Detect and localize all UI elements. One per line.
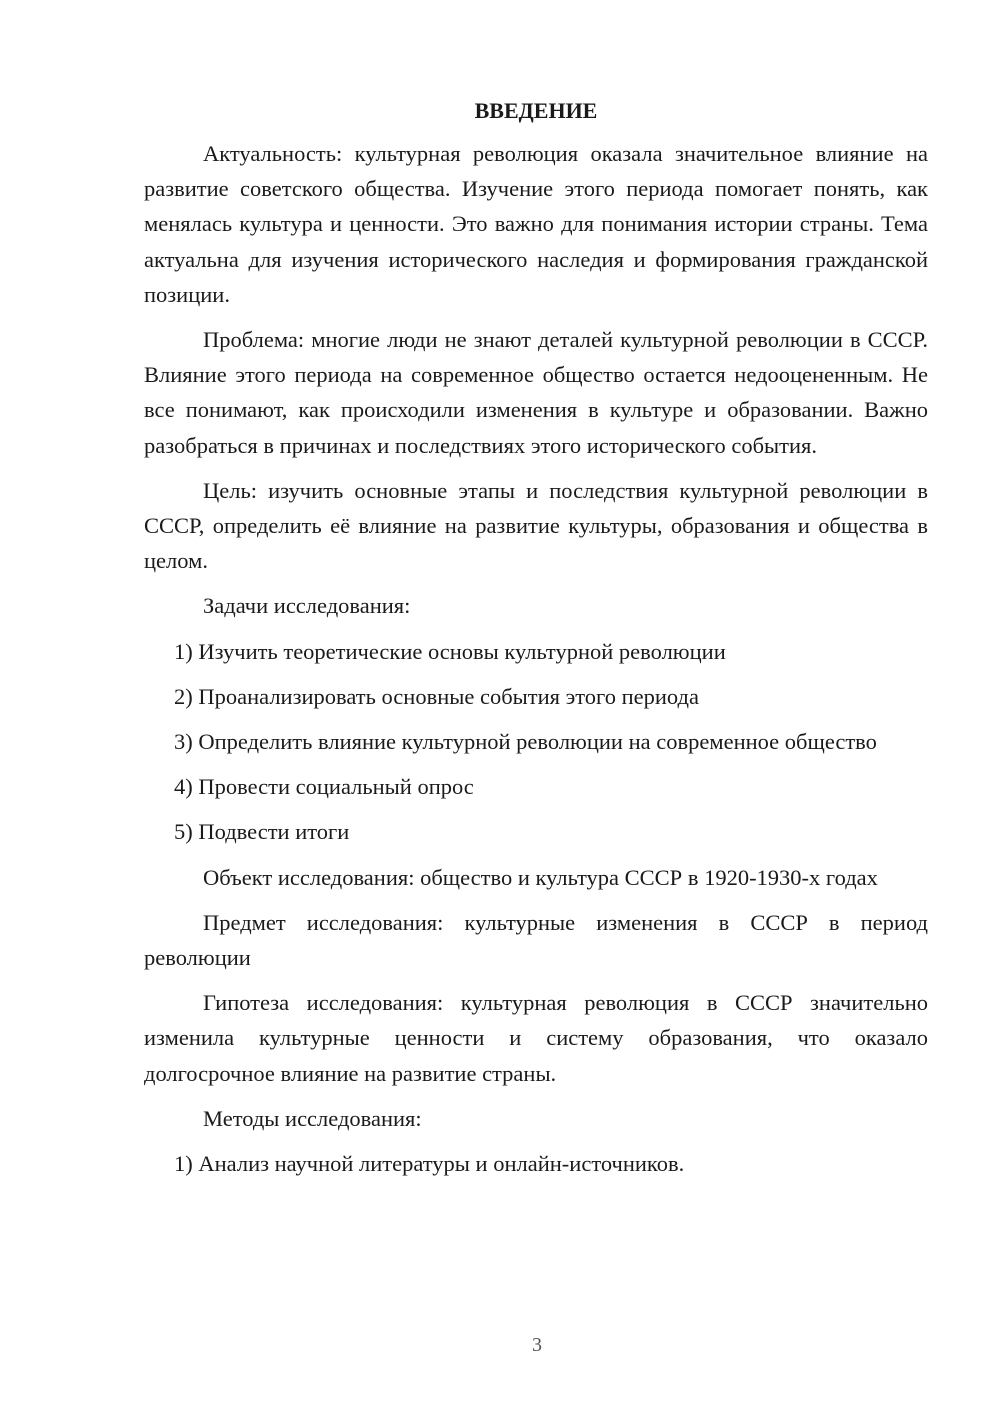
task-item: 1) Изучить теоретические основы культурной революции: [174, 638, 726, 664]
object-paragraph: Объект исследования: общество и культура СССР в 1920-1930-х годах: [203, 864, 878, 890]
relevance-paragraph: Актуальность: культурная революция оказала значительное влияние на развитие советского общества. Изучение этого периода помогает понять, как менялась культура и ценности. Это важно для понимания истории страны. Тема актуальна для изучения исторического наследия и формирования гражданской позиции.: [144, 141, 928, 307]
task-item: 2) Проанализировать основные события этого периода: [174, 683, 699, 709]
task-item: 5) Подвести итоги: [174, 819, 350, 845]
section-title: ВВЕДЕНИЕ: [474, 98, 598, 123]
task-item: 3) Определить влияние культурной революции на современное общество: [174, 729, 877, 755]
methods-heading: Методы исследования:: [203, 1105, 422, 1131]
task-item: 4) Провести социальный опрос: [174, 774, 474, 800]
hypothesis-paragraph: Гипотеза исследования: культурная революция в СССР значительно изменила культурные ценности и систему образования, что оказало долгосрочное влияние на развитие страны.: [144, 990, 928, 1086]
problem-paragraph: Проблема: многие люди не знают деталей культурной революции в СССР. Влияние этого периода на современное общество остается недооцененным. Не все понимают, как происходили изменения в культуре и образовании. Важно разобраться в причинах и последствиях этого исторического события.: [144, 327, 928, 458]
method-item: 1) Анализ научной литературы и онлайн-источников.: [174, 1151, 685, 1177]
tasks-heading: Задачи исследования:: [203, 593, 411, 619]
page-content: [144, 96, 928, 1191]
page-number: 3: [532, 1334, 542, 1356]
subject-paragraph: Предмет исследования: культурные изменения в СССР в период революции: [144, 909, 928, 971]
goal-paragraph: Цель: изучить основные этапы и последствия культурной революции в СССР, определить её влияние на развитие культуры, образования и общества в целом.: [144, 477, 928, 574]
